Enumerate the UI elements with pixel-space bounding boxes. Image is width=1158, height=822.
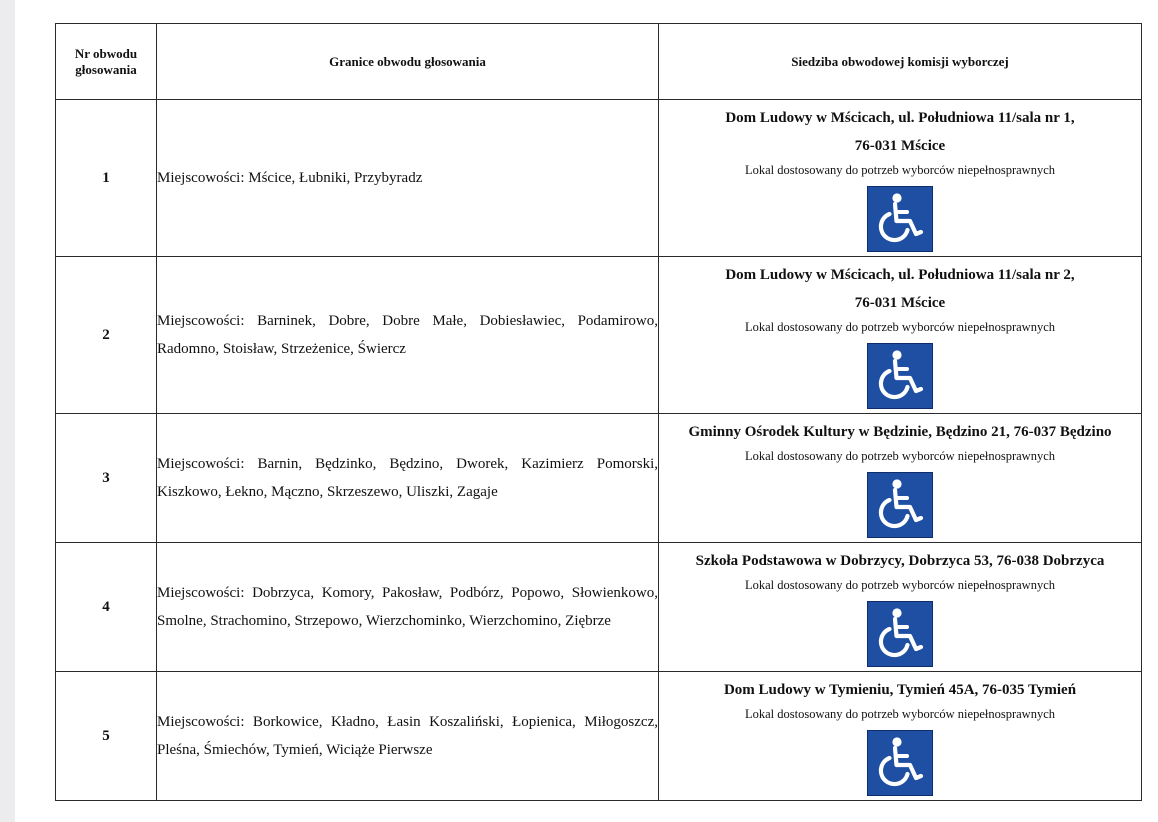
seat-address-line: Dom Ludowy w Mścicach, ul. Południowa 11/sala nr 2, xyxy=(725,267,1075,283)
table-row xyxy=(56,414,1142,543)
district-number: 5 xyxy=(56,672,157,801)
wheelchair-accessibility-icon xyxy=(867,472,933,538)
district-number: 3 xyxy=(56,414,157,543)
accessibility-note: Lokal dostosowany do potrzeb wyborców niepełnosprawnych xyxy=(745,707,1055,721)
header-district-number: Nr obwodu głosowania xyxy=(56,24,157,100)
district-bounds: Miejscowości: Dobrzyca, Komory, Pakosław, Podbórz, Popowo, Słowienkowo, Smolne, Strachomino, Strzepowo, Wierzchominko, Wierzchomino, Ziębrze xyxy=(157,543,659,672)
commission-seat xyxy=(659,543,1142,672)
document-page xyxy=(15,0,1158,822)
voting-districts-table xyxy=(55,23,1142,801)
seat-address-line: Gminny Ośrodek Kultury w Będzinie, Będzino 21, 76-037 Będzino xyxy=(688,424,1112,440)
table-row xyxy=(56,672,1142,801)
seat-address xyxy=(659,547,1141,575)
seat-address-line: Dom Ludowy w Tymieniu, Tymień 45A, 76-035 Tymień xyxy=(723,682,1077,698)
seat-address-line: Dom Ludowy w Mścicach, ul. Południowa 11/sala nr 1, xyxy=(725,110,1075,126)
commission-seat xyxy=(659,414,1142,543)
seat-address xyxy=(659,676,1141,704)
table-row xyxy=(56,543,1142,672)
table-row xyxy=(56,100,1142,257)
accessibility-note: Lokal dostosowany do potrzeb wyborców niepełnosprawnych xyxy=(745,449,1055,463)
district-bounds: Miejscowości: Mścice, Łubniki, Przybyradz xyxy=(157,100,659,257)
accessibility-note: Lokal dostosowany do potrzeb wyborców niepełnosprawnych xyxy=(745,578,1055,592)
district-number: 2 xyxy=(56,257,157,414)
wheelchair-accessibility-icon xyxy=(867,186,933,252)
wheelchair-accessibility-icon xyxy=(867,730,933,796)
district-number: 1 xyxy=(56,100,157,257)
district-bounds: Miejscowości: Borkowice, Kładno, Łasin Koszaliński, Łopienica, Miłogoszcz, Pleśna, Śmiechów, Tymień, Wiciąże Pierwsze xyxy=(157,672,659,801)
header-commission-seat: Siedziba obwodowej komisji wyborczej xyxy=(659,24,1142,100)
table-header xyxy=(56,24,1142,100)
wheelchair-accessibility-icon xyxy=(867,601,933,667)
seat-address xyxy=(659,104,1141,160)
table-row xyxy=(56,257,1142,414)
seat-address-line: 76-031 Mścice xyxy=(854,138,946,154)
header-district-bounds: Granice obwodu głosowania xyxy=(157,24,659,100)
accessibility-note: Lokal dostosowany do potrzeb wyborców niepełnosprawnych xyxy=(745,163,1055,177)
seat-address-line: Szkoła Podstawowa w Dobrzycy, Dobrzyca 53, 76-038 Dobrzyca xyxy=(695,553,1105,569)
district-bounds: Miejscowości: Barnin, Będzinko, Będzino, Dworek, Kazimierz Pomorski, Kiszkowo, Łekno, Mączno, Skrzeszewo, Uliszki, Zagaje xyxy=(157,414,659,543)
seat-address xyxy=(659,261,1141,317)
seat-address-line: 76-031 Mścice xyxy=(854,295,946,311)
district-number: 4 xyxy=(56,543,157,672)
accessibility-note: Lokal dostosowany do potrzeb wyborców niepełnosprawnych xyxy=(745,320,1055,334)
wheelchair-accessibility-icon xyxy=(867,343,933,409)
district-bounds: Miejscowości: Barninek, Dobre, Dobre Małe, Dobiesławiec, Podamirowo, Radomno, Stoisław, Strzeżenice, Świercz xyxy=(157,257,659,414)
commission-seat xyxy=(659,257,1142,414)
commission-seat xyxy=(659,100,1142,257)
commission-seat xyxy=(659,672,1142,801)
seat-address xyxy=(659,418,1141,446)
